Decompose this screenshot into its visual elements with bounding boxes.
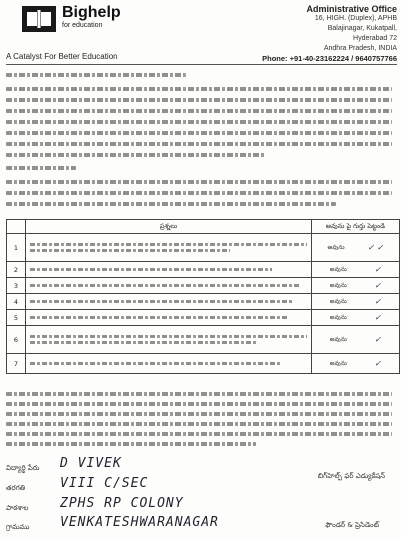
- answer-label: అవును: [327, 243, 345, 251]
- answer-label: అవును: [329, 265, 347, 273]
- brand-subtitle: for education: [62, 22, 103, 29]
- question-text: [26, 234, 312, 262]
- answer-cell: [312, 310, 400, 326]
- student-name-value: D VIVEK: [60, 456, 122, 471]
- salutation-line: [6, 73, 186, 77]
- answer-label: అవును: [329, 297, 347, 305]
- row-number: 7: [7, 354, 26, 374]
- question-text: [26, 278, 312, 294]
- table-row: [7, 310, 400, 326]
- school-value: ZPHS RP COLONY: [60, 496, 184, 511]
- answer-mark: ✓: [374, 359, 382, 368]
- row-number: 4: [7, 294, 26, 310]
- answer-cell: [312, 326, 400, 354]
- phone-numbers: Phone: +91-40-23162224 / 9640757766: [262, 54, 397, 63]
- answer-cell: [312, 262, 400, 278]
- table-row: [7, 278, 400, 294]
- address-line: 16, HIGH. (Duplex), APHB: [314, 15, 397, 22]
- answer-label: అవును: [329, 335, 347, 343]
- office-title: Administrative Office: [306, 4, 397, 14]
- brand-name: Bighelp: [62, 4, 121, 21]
- answer-mark: ✓: [374, 265, 382, 274]
- header-divider: [6, 64, 397, 65]
- question-text: [26, 262, 312, 278]
- row-number: 3: [7, 278, 26, 294]
- answer-label: అవును: [329, 313, 347, 321]
- answer-label: అవును: [329, 281, 347, 289]
- question-text: [26, 354, 312, 374]
- answer-mark: ✓: [374, 297, 382, 306]
- question-text: [26, 294, 312, 310]
- row-number: 6: [7, 326, 26, 354]
- header-num: [7, 220, 26, 234]
- question-text: [26, 310, 312, 326]
- table-header-row: [7, 220, 400, 234]
- table-row: [7, 294, 400, 310]
- village-label: గ్రామము: [6, 523, 30, 531]
- row-number: 1: [7, 234, 26, 262]
- bighelp-logo-icon: [22, 6, 56, 32]
- answer-cell: [312, 234, 400, 262]
- student-name-label: విద్యార్థి పేరు: [6, 464, 40, 472]
- school-label: పాఠశాల: [6, 504, 29, 512]
- table-row: [7, 354, 400, 374]
- answer-mark: ✓: [374, 281, 382, 290]
- answer-cell: [312, 278, 400, 294]
- answer-cell: [312, 354, 400, 374]
- answer-label: అవును: [329, 359, 347, 367]
- row-number: 5: [7, 310, 26, 326]
- table-row: [7, 326, 400, 354]
- answer-mark: ✓ ✓: [367, 243, 384, 252]
- address-line: Andhra Pradesh, INDIA: [323, 45, 397, 52]
- header-answer: అవును పై గుర్తు పెట్టండి: [312, 220, 400, 234]
- answer-mark: ✓: [374, 313, 382, 322]
- table-row: [7, 234, 400, 262]
- tagline: A Catalyst For Better Education: [6, 52, 118, 61]
- answer-cell: [312, 294, 400, 310]
- village-value: VENKATESHWARANAGAR: [60, 515, 219, 530]
- class-label: తరగతి: [6, 484, 26, 492]
- question-text: [26, 326, 312, 354]
- class-value: VIII C/SEC: [60, 476, 149, 491]
- office-address: [306, 4, 397, 54]
- header-question: ప్రశ్నలు: [26, 220, 312, 234]
- greeting-line: [6, 166, 76, 170]
- answer-mark: ✓: [374, 335, 382, 344]
- address-line: Hyderabad 72: [353, 35, 397, 42]
- founder-signature: ఫౌండర్ & ప్రెసిడెంట్: [325, 521, 379, 529]
- questionnaire-table: [6, 219, 400, 374]
- row-number: 2: [7, 262, 26, 278]
- address-line: Balajinagar, Kukatpall,: [327, 25, 397, 32]
- table-row: [7, 262, 400, 278]
- organization-signature: బిగ్‌హెల్ప్ ఫర్ ఎడ్యుకేషన్: [317, 472, 385, 480]
